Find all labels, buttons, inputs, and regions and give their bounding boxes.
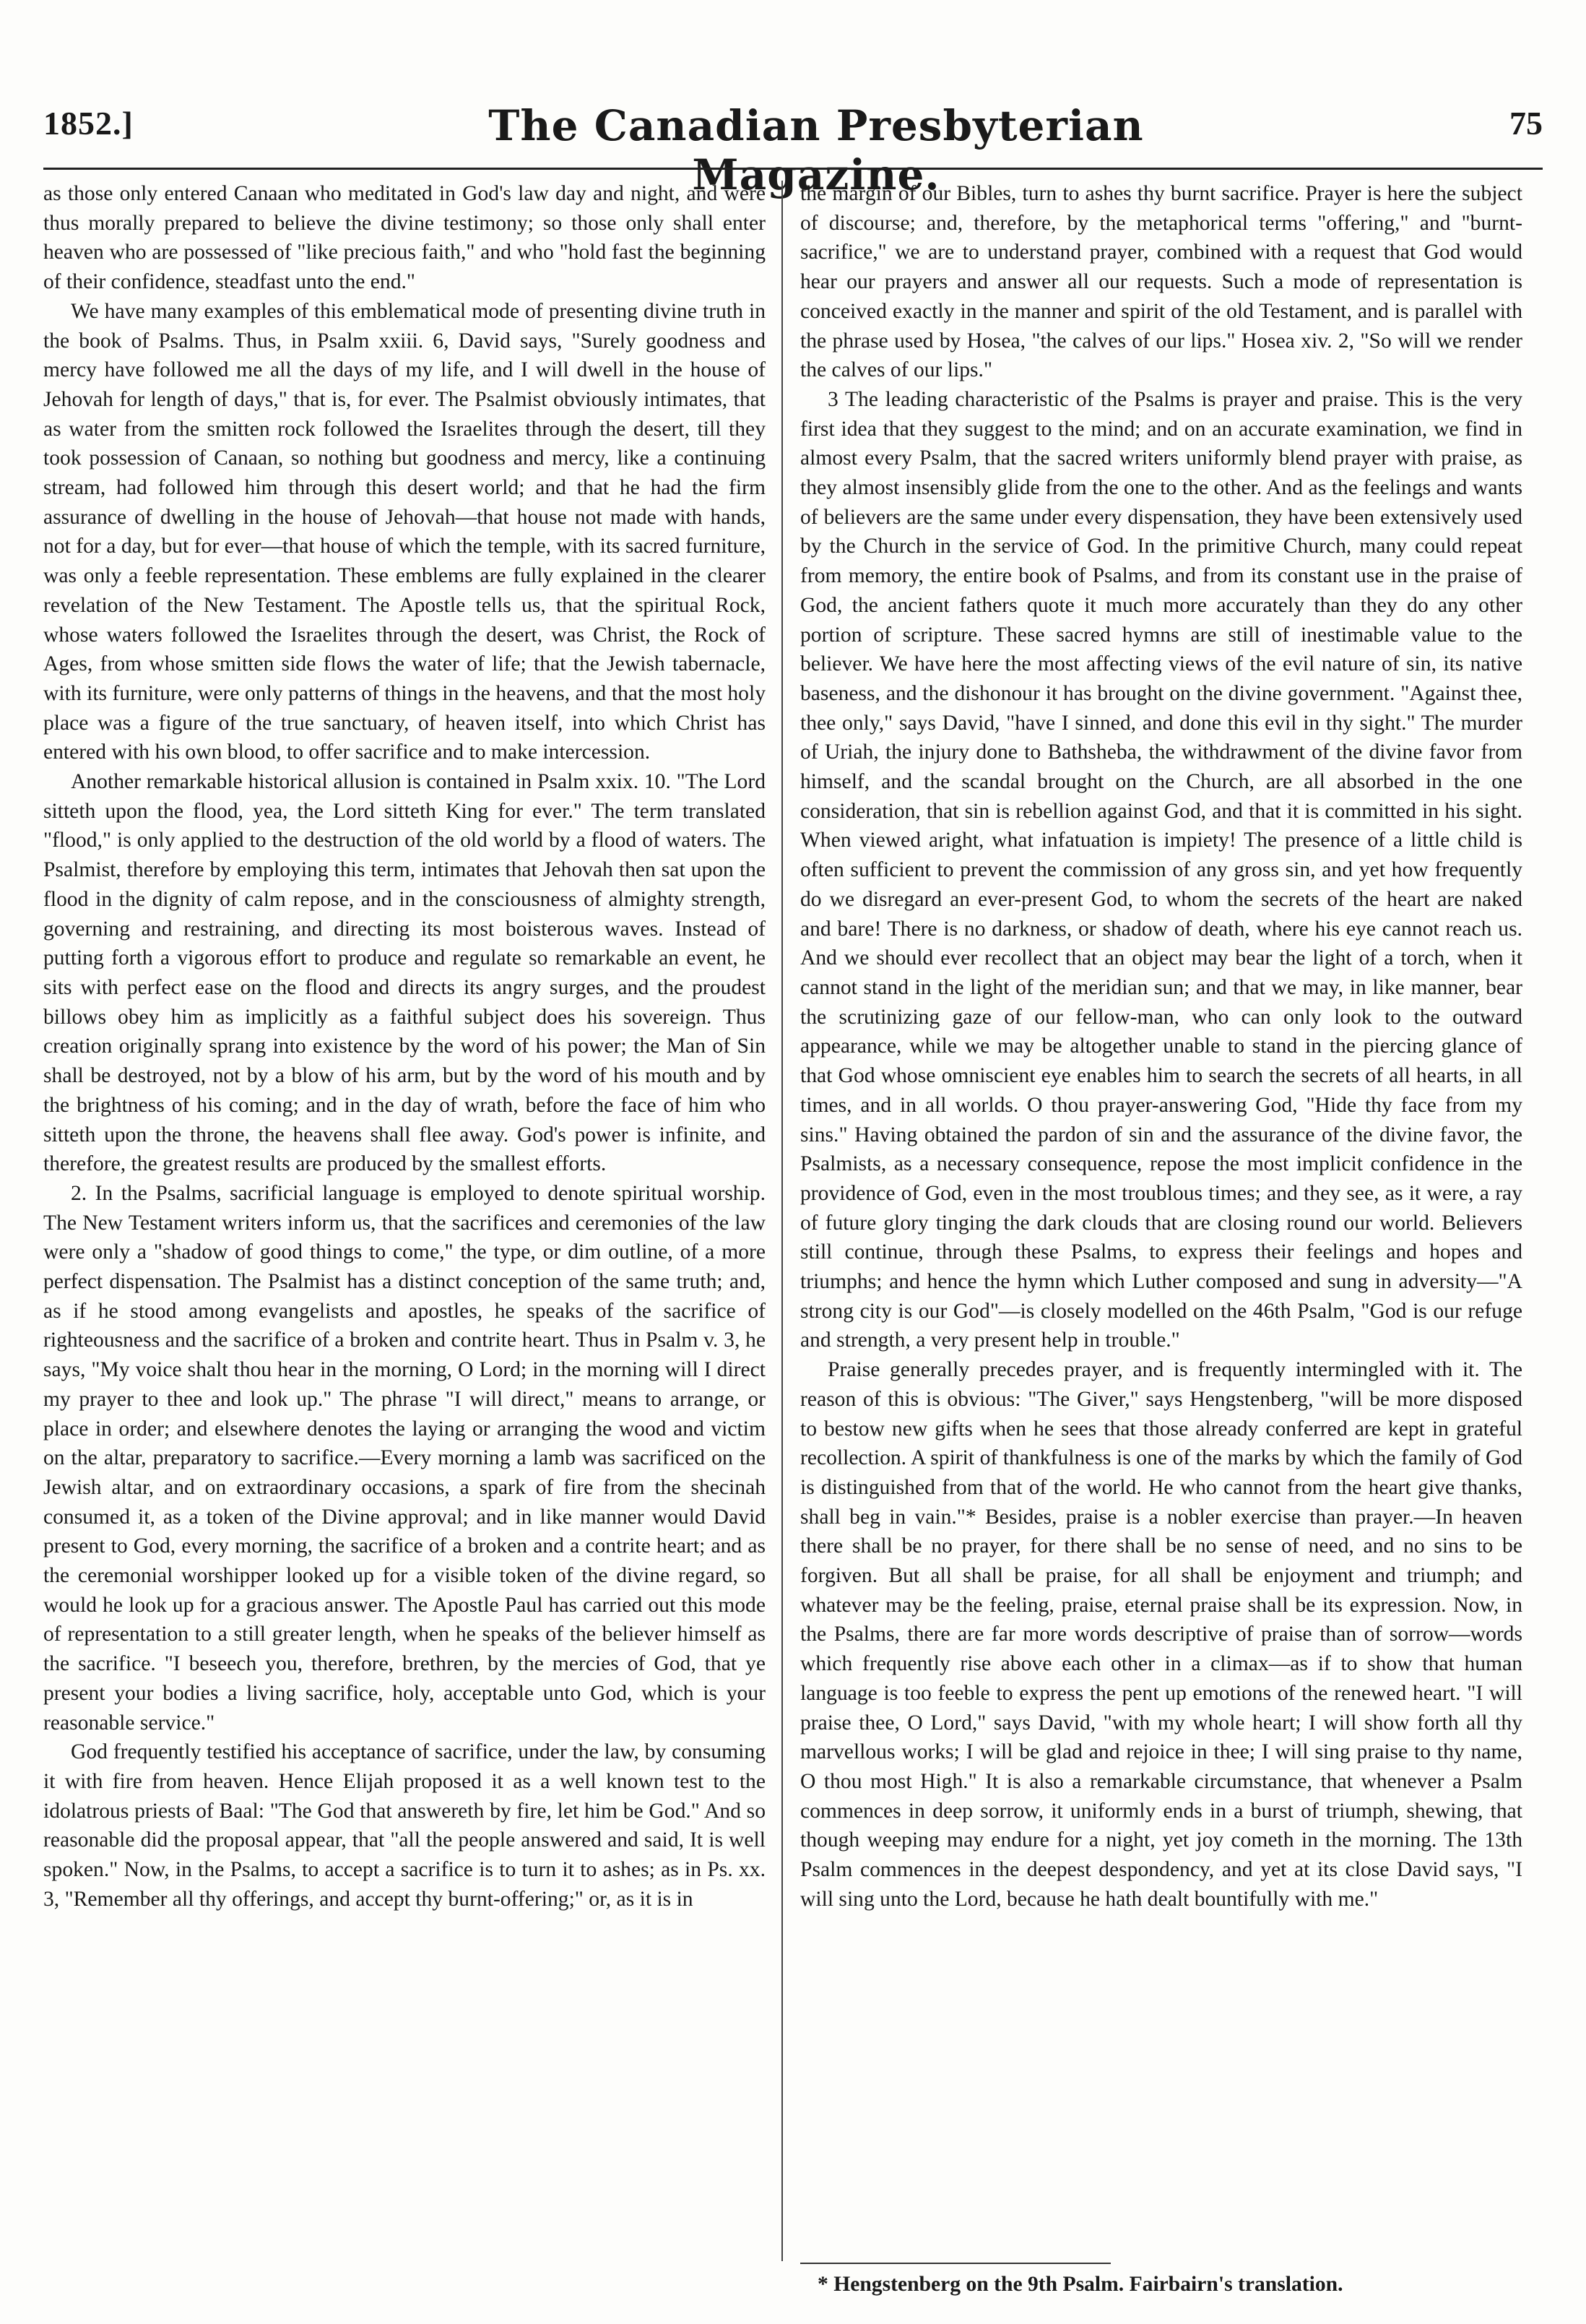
paragraph: 3 The leading characteristic of the Psalms is prayer and praise. This is the very first idea that they suggest to the mind; and on an accurate examination, we find in almost every Psalm, that the sacred writers uniformly blend prayer with praise, as they almost insensibly glide from the one to the other. And as the feelings and wants of believers are the same under every dispensation, they have been extensively used by the Church in the service of God. In the primitive Church, many could repeat from memory, the entire book of Psalms, and from its constant use in the praise of God, the ancient fathers quote it much more accurately than they do any other portion of scripture. These sacred hymns are still of inestimable value to the believer. We have here the most affecting views of the evil nature of sin, its native baseness, and the dishonour it has brought on the divine government. "Against thee, thee only," says David, "have I sinned, and done this evil in thy sight." The murder of Uriah, the injury done to Bathsheba, the withdrawment of the divine favor from himself, and the scandal brought on the Church, are all absorbed in the one consideration, that sin is rebellion against God, and that it is committed in his sight. When viewed aright, what infatuation is impiety! The presence of a little child is often sufficient to prevent the commission of any gross sin, and yet how frequently do we disregard an ever-present God, to whom the secrets of the heart are naked and bare! There is no darkness, or shadow of death, where his eye cannot reach us. And we should ever recollect that an object may bear the light of a torch, when it cannot stand in the light of the meridian sun; and that we may, in like manner, bear the scrutinizing gaze of our fellow-man, who can only look to the outward appearance, while we may be altogether unable to stand in the piercing glance of that God whose omniscient eye enables him to search the secrets of all hearts, in all times, and in all worlds. O thou prayer-answering God, "Hide thy face from my sins." Having obtained the pardon of sin and the assurance of the divine favor, the Psalmists, as a necessary consequence, repose the most implicit confidence in the providence of God, even in the most troublous times; and they see, as it were, a ray of future glory tinging the dark clouds that are closing round our world. Believers still continue, through these Psalms, to express their feelings and hopes and triumphs; and hence the hymn which Luther composed and sung in adversity—"A strong city is our God"—is closely modelled on the 46th Psalm, "God is our refuge and strength, a very present help in trouble." xyxy=(800,387,1522,1352)
paragraph: Another remarkable historical allusion is contained in Psalm xxix. 10. "The Lord sitteth upon the flood, yea, the Lord sitteth King for ever." The term translated "flood," is only applied to the destruction of the old world by a flood of waters. The Psalmist, therefore by employing this term, intimates that Jehovah then sat upon the flood in the dignity of calm repose, and in the consciousness of almighty strength, governing and restraining, and directing its most boisterous waves. Instead of putting forth a vigorous effort to produce and regulate so remarkable an event, he sits with perfect ease on the flood and directs its angry surges, and the proudest billows obey him as implicitly as a faithful subject does his sovereign. Thus creation originally sprang into existence by the word of his power; the Man of Sin shall be destroyed, not by a blow of his arm, but by the word of his mouth and by the brightness of his coming; and in the day of wrath, before the face of him who sitteth upon the throne, the heavens shall flee away. God's power is infinite, and therefore, the greatest results are produced by the smallest efforts. xyxy=(43,770,766,1176)
page-header xyxy=(43,101,1543,199)
footnote: * Hengstenberg on the 9th Psalm. Fairbairn's translation. xyxy=(818,2273,1343,2296)
magazine-title: The Canadian Presbyterian Magazine. xyxy=(488,101,1144,199)
page-number: 75 xyxy=(1509,105,1543,142)
header-year: 1852.] xyxy=(43,105,134,142)
paragraph: as those only entered Canaan who meditated in God's law day and night, and were thus morally prepared to believe the divine testimony; so those only shall enter heaven who are possessed of "like precious faith," and who "hold fast the beginning of their confidence, steadfast unto the end." xyxy=(43,182,766,294)
paragraph: Praise generally precedes prayer, and is frequently intermingled with it. The reason of this is obvious: "The Giver," says Hengstenberg, "will be more disposed to bestow new gifts when he sees that those already conferred are kept in grateful recollection. A spirit of thankfulness is one of the marks by which the family of God is distinguished from that of the world. He who cannot from the heart give thanks, shall beg in vain."* Besides, praise is a nobler exercise than prayer.—In heaven there shall be no prayer, for there shall be no sense of need, and no sins to be forgiven. But all shall be praise, for all shall be enjoyment and triumph; and whatever may be the feeling, praise, eternal praise shall be its expression. Now, in the Psalms, there are far more words descriptive of praise than of sorrow—words which frequently rise above each other in a climax—as if to show that human language is too feeble to express the pent up emotions of the renewed heart. "I will praise thee, O Lord," says David, "with my whole heart; I will show forth all thy marvellous works; I will be glad and rejoice in thee; I will sing praise to thy name, O thou most High." It is also a remarkable circumstance, that whenever a Psalm commences in deep sorrow, it uniformly ends in a burst of triumph, shewing, that though weeping may endure for a night, yet joy cometh in the morning. The 13th Psalm commences in the deepest despondency, and yet at its close David says, "I will sing unto the Lord, because he hath dealt bountifully with me." xyxy=(800,1358,1522,1911)
paragraph: 2. In the Psalms, sacrificial language is employed to denote spiritual worship. The New Testament writers inform us, that the sacrifices and ceremonies of the law were only a "shadow of good things to come," the type, or dim outline, of a more perfect dispensation. The Psalmist has a distinct conception of the same truth; and, as if he stood among evangelists and apostles, he speaks of the sacrifice of righteousness and the sacrifice of a broken and contrite heart. Thus in Psalm v. 3, he says, "My voice shalt thou hear in the morning, O Lord; in the morning will I direct my prayer to thee and look up." The phrase "I will direct," means to arrange, or place in order; and elsewhere denotes the laying or arranging the wood and victim on the altar, preparatory to sacrifice.—Every morning a lamb was sacrificed on the Jewish altar, and on extraordinary occasions, a spark of fire from the shecinah consumed it, as a token of the Divine approval; and in like manner would David present to God, every morning, the sacrifice of a broken and a contrite heart; and as the ceremonial worshipper looked up for a visible token of the divine regard, so would he look up for a gracious answer. The Apostle Paul has carried out this mode of representation to a still greater length, when he speaks of the believer himself as the sacrifice. "I beseech you, therefore, brethren, by the mercies of God, that ye present your bodies a living sacrifice, holy, acceptable unto God, which is your reasonable service." xyxy=(43,1181,766,1735)
column-divider xyxy=(781,181,783,2261)
paragraph: the margin of our Bibles, turn to ashes thy burnt sacrifice. Prayer is here the subject of discourse; and, therefore, by the metaphorical terms "offering," and "burnt-sacrifice," we are to understand prayer, combined with a request that God would hear our prayers and answer all our requests. Such a mode of representation is conceived exactly in the manner and spirit of the old Testament, and is parallel with the phrase used by Hosea, "the calves of our lips." Hosea xiv. 2, "So will we render the calves of our lips." xyxy=(800,182,1522,382)
paragraph: We have many examples of this emblematical mode of presenting divine truth in the book of Psalms. Thus, in Psalm xxiii. 6, David says, "Surely goodness and mercy have followed me all the days of my life, and I will dwell in the house of Jehovah for length of days," that is, for ever. The Psalmist obviously intimates, that as water from the smitten rock followed the Israelites through the desert, till they took possession of Canaan, so nothing but goodness and mercy, like a continuing stream, had followed him through this desert world; and that he had the firm assurance of dwelling in the house of Jehovah—that house not made with hands, not for a day, but for ever—that house of which the temple, with its sacred furniture, was only a feeble representation. These emblems are fully explained in the clearer revelation of the New Testament. The Apostle tells us, that the spiritual Rock, whose waters followed the Israelites through the desert, was Christ, the Rock of Ages, from whose smitten side flows the water of life; that the Jewish tabernacle, with its furniture, were only patterns of things in the heavens, and that the most holy place was a figure of the true sanctuary, of heaven itself, into which Christ has entered with his own blood, to offer sacrifice and to make intercession. xyxy=(43,299,766,764)
header-rule xyxy=(43,168,1543,170)
paragraph: God frequently testified his acceptance of sacrifice, under the law, by consuming it with fire from heaven. Hence Elijah proposed it as a well known test to the idolatrous priests of Baal: "The God that answereth by fire, let him be God." And so reasonable did the proposal appear, that "all the people answered and said, It is well spoken." Now, in the Psalms, to accept a sacrifice is to turn it to ashes; as in Ps. xx. 3, "Remember all thy offerings, and accept thy burnt-offering;" or, as it is in xyxy=(43,1740,766,1911)
left-column xyxy=(43,179,766,1914)
footnote-rule xyxy=(800,2263,1111,2264)
right-column xyxy=(800,179,1522,1914)
